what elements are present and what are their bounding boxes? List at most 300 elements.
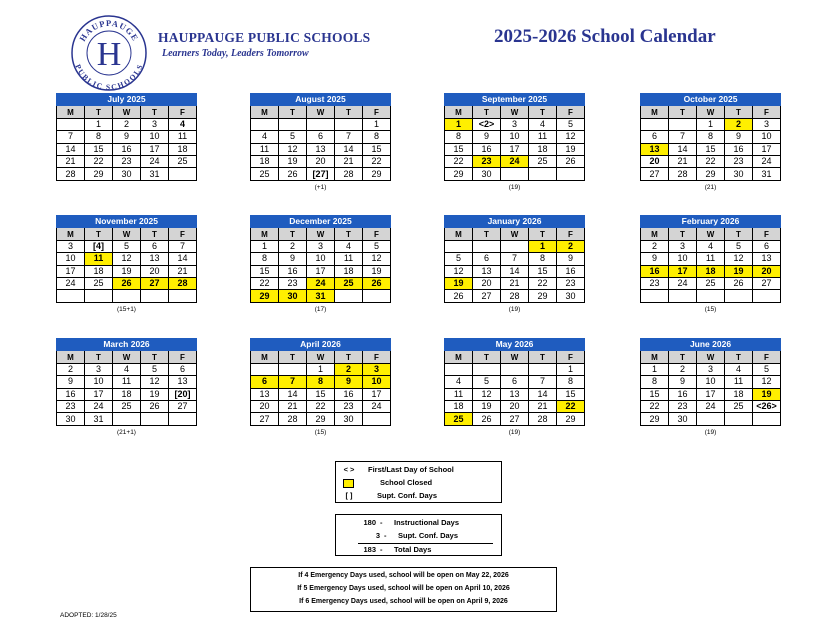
day-cell: [169, 413, 197, 425]
weekday-header: T: [725, 228, 753, 240]
day-cell: 20: [141, 265, 169, 277]
emergency-days-box: [250, 567, 557, 612]
day-cell: 12: [557, 131, 585, 143]
day-cell: 12: [725, 253, 753, 265]
weekday-header: W: [307, 228, 335, 240]
day-cell: 3: [85, 363, 113, 375]
emergency-line: If 6 Emergency Days used, school will be open on April 9, 2026: [299, 598, 508, 605]
day-cell: 16: [335, 388, 363, 400]
day-cell: 14: [529, 388, 557, 400]
day-cell: 2: [669, 363, 697, 375]
day-cell: [141, 290, 169, 302]
weekday-header: W: [113, 106, 141, 118]
month-name: December 2025: [251, 216, 391, 228]
weekday-header: M: [57, 228, 85, 240]
day-cell: 28: [57, 168, 85, 180]
day-cell: [641, 118, 669, 130]
month-october-2025: [640, 93, 781, 193]
month-august-2025: [250, 93, 391, 193]
day-cell: 19: [141, 388, 169, 400]
day-cell: 17: [141, 143, 169, 155]
day-cell: 9: [557, 253, 585, 265]
day-cell: 29: [307, 413, 335, 425]
day-cell: 27: [169, 400, 197, 412]
day-cell: 21: [335, 155, 363, 167]
day-cell: 9: [57, 376, 85, 388]
day-cell: [363, 290, 391, 302]
day-cell: 30: [669, 413, 697, 425]
day-cell: 4: [113, 363, 141, 375]
weekday-header: W: [697, 228, 725, 240]
day-cell: 30: [57, 413, 85, 425]
day-cell-closed: 11: [85, 253, 113, 265]
day-cell: [307, 118, 335, 130]
day-cell: [335, 290, 363, 302]
day-cell: [753, 290, 781, 302]
month-day-count: (+1): [314, 183, 327, 191]
day-cell: [501, 168, 529, 180]
day-cell: [725, 413, 753, 425]
closed-label: School Closed: [380, 478, 433, 487]
day-cell: 27: [641, 168, 669, 180]
day-cell: 16: [113, 143, 141, 155]
day-cell: 25: [169, 155, 197, 167]
day-cell-closed: 24: [307, 277, 335, 289]
day-cell-closed: 2: [335, 363, 363, 375]
day-cell: [445, 240, 473, 252]
day-cell: 5: [279, 131, 307, 143]
closed-swatch: [343, 479, 354, 488]
day-cell: 8: [641, 376, 669, 388]
day-cell: [279, 363, 307, 375]
day-cell: 24: [669, 277, 697, 289]
day-cell: 9: [725, 131, 753, 143]
day-cell: 21: [529, 400, 557, 412]
month-day-count: (21+1): [117, 428, 136, 436]
weekday-header: T: [279, 106, 307, 118]
day-cell: [113, 413, 141, 425]
day-cell: 25: [697, 277, 725, 289]
day-cell-closed: 1: [445, 118, 473, 130]
weekday-header: T: [669, 351, 697, 363]
month-day-count: (21): [704, 183, 717, 191]
total-num: 3: [375, 531, 380, 540]
day-cell: 15: [697, 143, 725, 155]
day-cell: 19: [557, 143, 585, 155]
day-cell: 8: [363, 131, 391, 143]
day-cell: 15: [85, 143, 113, 155]
weekday-header: W: [501, 106, 529, 118]
day-cell: 31: [141, 168, 169, 180]
day-cell: [85, 290, 113, 302]
day-cell: 22: [641, 400, 669, 412]
day-cell: 3: [57, 240, 85, 252]
day-cell: 1: [251, 240, 279, 252]
month-day-count: (17): [314, 305, 327, 313]
day-cell: 2: [113, 118, 141, 130]
day-cell: 10: [307, 253, 335, 265]
day-cell: 17: [363, 388, 391, 400]
day-cell: 8: [85, 131, 113, 143]
day-cell: 10: [697, 376, 725, 388]
seal-ring-bottom-text: PUBLIC SCHOOLS: [73, 62, 145, 92]
day-cell: 15: [251, 265, 279, 277]
day-cell: [113, 290, 141, 302]
day-cell: 5: [141, 363, 169, 375]
month-july-2025: [56, 93, 197, 193]
day-cell: 9: [473, 131, 501, 143]
day-cell: 15: [641, 388, 669, 400]
day-cell: 28: [279, 413, 307, 425]
supt-symbol: [ ]: [345, 491, 353, 500]
weekday-header: M: [445, 351, 473, 363]
day-cell: [169, 168, 197, 180]
day-cell: 4: [445, 376, 473, 388]
day-cell: 13: [501, 388, 529, 400]
day-cell: 8: [445, 131, 473, 143]
day-cell: 17: [501, 143, 529, 155]
day-cell: 11: [445, 388, 473, 400]
day-cell: 27: [251, 413, 279, 425]
weekday-header: T: [85, 228, 113, 240]
day-cell: 26: [473, 413, 501, 425]
month-day-count: (19): [508, 183, 521, 191]
day-cell-closed: 18: [697, 265, 725, 277]
day-cell: 17: [85, 388, 113, 400]
day-cell: 27: [753, 277, 781, 289]
day-cell-closed: 17: [669, 265, 697, 277]
day-cell: 25: [85, 277, 113, 289]
first-last-label: First/Last Day of School: [368, 465, 454, 474]
day-cell: 11: [169, 131, 197, 143]
day-cell: 6: [169, 363, 197, 375]
day-cell: 3: [141, 118, 169, 130]
day-cell: 8: [529, 253, 557, 265]
day-cell-closed: 20: [753, 265, 781, 277]
weekday-header: T: [141, 351, 169, 363]
weekday-header: W: [307, 351, 335, 363]
month-day-count: (19): [508, 428, 521, 436]
day-cell: 4: [725, 363, 753, 375]
day-cell: 4: [335, 240, 363, 252]
day-cell: 1: [307, 363, 335, 375]
emergency-line: If 5 Emergency Days used, school will be open on April 10, 2026: [297, 585, 510, 592]
day-cell: [529, 168, 557, 180]
day-cell: 5: [557, 118, 585, 130]
month-day-count: (15): [314, 428, 327, 436]
weekday-header: T: [141, 228, 169, 240]
weekday-header: M: [445, 106, 473, 118]
day-cell: 16: [57, 388, 85, 400]
weekday-header: F: [753, 106, 781, 118]
weekday-header: T: [669, 228, 697, 240]
total-label: Supt. Conf. Days: [398, 531, 459, 540]
day-cell: [27]: [307, 168, 335, 180]
day-cell: 28: [669, 168, 697, 180]
day-cell: 26: [279, 168, 307, 180]
day-cell-closed: 19: [753, 388, 781, 400]
day-cell: [251, 118, 279, 130]
day-cell: [641, 290, 669, 302]
day-cell: 29: [697, 168, 725, 180]
day-cell-closed: 26: [363, 277, 391, 289]
day-cell: [169, 290, 197, 302]
weekday-header: F: [169, 106, 197, 118]
day-cell: 29: [641, 413, 669, 425]
month-march-2026: [56, 338, 197, 438]
month-name: June 2026: [641, 339, 781, 351]
day-cell: 13: [753, 253, 781, 265]
day-cell: 23: [725, 155, 753, 167]
day-cell: 14: [279, 388, 307, 400]
day-cell: 18: [445, 400, 473, 412]
weekday-header: F: [753, 351, 781, 363]
month-name: November 2025: [57, 216, 197, 228]
weekday-header: M: [641, 228, 669, 240]
weekday-header: M: [251, 228, 279, 240]
day-cell: 9: [113, 131, 141, 143]
weekday-header: F: [169, 351, 197, 363]
month-february-2026: [640, 215, 781, 315]
weekday-header: T: [279, 351, 307, 363]
month-name: February 2026: [641, 216, 781, 228]
month-name: May 2026: [445, 339, 585, 351]
day-cell: [335, 118, 363, 130]
day-cell: [669, 118, 697, 130]
day-cell: 13: [307, 143, 335, 155]
day-cell: [669, 290, 697, 302]
day-cell: [529, 363, 557, 375]
day-cell-closed: 7: [279, 376, 307, 388]
day-cell: 4: [697, 240, 725, 252]
day-cell: [697, 290, 725, 302]
day-cell: 9: [279, 253, 307, 265]
day-cell: 18: [725, 388, 753, 400]
day-cell: 11: [725, 376, 753, 388]
day-cell: 29: [529, 290, 557, 302]
day-cell-closed: 26: [113, 277, 141, 289]
month-name: August 2025: [251, 94, 391, 106]
total-row: 180 - Instructional Days: [336, 518, 501, 530]
day-cell: 18: [85, 265, 113, 277]
weekday-header: T: [473, 228, 501, 240]
day-cell: 1: [363, 118, 391, 130]
day-cell-closed: 29: [251, 290, 279, 302]
day-cell: 1: [641, 363, 669, 375]
day-cell: 10: [501, 131, 529, 143]
day-cell: <2>: [473, 118, 501, 130]
day-cell: <26>: [753, 400, 781, 412]
day-cell: 21: [169, 265, 197, 277]
day-cell: 31: [85, 413, 113, 425]
day-cell: 25: [113, 400, 141, 412]
day-cell: 23: [279, 277, 307, 289]
day-cell: 31: [753, 168, 781, 180]
total-num: 180: [363, 518, 376, 527]
day-cell: 19: [473, 400, 501, 412]
day-cell: [4]: [85, 240, 113, 252]
day-cell: [57, 118, 85, 130]
day-cell: 7: [57, 131, 85, 143]
day-cell: 11: [529, 131, 557, 143]
day-cell: 18: [529, 143, 557, 155]
day-cell: 6: [473, 253, 501, 265]
day-cell: 30: [725, 168, 753, 180]
day-cell: 19: [363, 265, 391, 277]
weekday-header: M: [641, 106, 669, 118]
day-cell-closed: 30: [279, 290, 307, 302]
day-cell: 7: [529, 376, 557, 388]
day-cell-closed: 28: [169, 277, 197, 289]
day-cell: 22: [307, 400, 335, 412]
weekday-header: M: [251, 351, 279, 363]
day-cell: 18: [169, 143, 197, 155]
day-cell: [473, 363, 501, 375]
weekday-header: F: [557, 228, 585, 240]
day-cell: 10: [57, 253, 85, 265]
day-cell: 26: [445, 290, 473, 302]
day-cell: 2: [641, 240, 669, 252]
seal-ring-top-text: HAUPPAUGE: [77, 17, 141, 44]
month-day-count: (15): [704, 305, 717, 313]
supt-label: Supt. Conf. Days: [377, 491, 438, 500]
day-cell: 14: [669, 143, 697, 155]
district-seal-logo: [70, 14, 148, 92]
day-cell: 1: [697, 118, 725, 130]
month-day-count: (19): [508, 305, 521, 313]
weekday-header: W: [501, 228, 529, 240]
day-cell: 17: [57, 265, 85, 277]
day-cell: 21: [501, 277, 529, 289]
month-december-2025: [250, 215, 391, 315]
day-cell: 24: [57, 277, 85, 289]
day-cell: 24: [697, 400, 725, 412]
weekday-header: M: [251, 106, 279, 118]
day-cell-closed: 25: [445, 413, 473, 425]
day-cell: 6: [307, 131, 335, 143]
day-cell: 22: [85, 155, 113, 167]
totals-rule: [358, 543, 493, 544]
day-cell: 17: [697, 388, 725, 400]
day-cell-closed: 10: [363, 376, 391, 388]
day-cell: 14: [501, 265, 529, 277]
day-cell: 24: [363, 400, 391, 412]
day-cell: 26: [725, 277, 753, 289]
weekday-header: F: [363, 106, 391, 118]
day-cell: [251, 363, 279, 375]
month-april-2026: [250, 338, 391, 438]
day-cell-closed: 22: [557, 400, 585, 412]
weekday-header: F: [753, 228, 781, 240]
weekday-header: W: [113, 228, 141, 240]
month-day-count: (19): [704, 428, 717, 436]
day-cell: 30: [113, 168, 141, 180]
day-cell: 30: [335, 413, 363, 425]
day-cell: 26: [141, 400, 169, 412]
month-june-2026: [640, 338, 781, 438]
total-label: Total Days: [394, 545, 432, 554]
day-cell: 3: [501, 118, 529, 130]
month-november-2025: [56, 215, 197, 315]
day-cell: 30: [473, 168, 501, 180]
day-cell-closed: 24: [501, 155, 529, 167]
weekday-header: W: [697, 106, 725, 118]
day-cell: 10: [141, 131, 169, 143]
month-may-2026: [444, 338, 585, 438]
day-cell: 23: [113, 155, 141, 167]
day-cell: 25: [251, 168, 279, 180]
total-row: 183 - Total Days: [336, 545, 501, 557]
day-cell: 9: [669, 376, 697, 388]
emergency-line: If 4 Emergency Days used, school will be open on May 22, 2026: [298, 572, 509, 579]
weekday-header: T: [529, 228, 557, 240]
day-cell: 8: [557, 376, 585, 388]
day-cell: 29: [445, 168, 473, 180]
day-cell: 10: [669, 253, 697, 265]
day-cell: 3: [753, 118, 781, 130]
day-cell: [473, 240, 501, 252]
month-january-2026: [444, 215, 585, 315]
weekday-header: T: [669, 106, 697, 118]
day-cell: 15: [445, 143, 473, 155]
day-cell: 22: [251, 277, 279, 289]
month-day-count: [56, 184, 197, 193]
day-cell: 4: [529, 118, 557, 130]
weekday-header: T: [725, 351, 753, 363]
weekday-header: T: [529, 351, 557, 363]
day-cell: 10: [753, 131, 781, 143]
month-september-2025: [444, 93, 585, 193]
day-cell: 15: [529, 265, 557, 277]
day-cell: 6: [501, 376, 529, 388]
day-cell: 24: [85, 400, 113, 412]
day-cell: 13: [251, 388, 279, 400]
day-cell: 20: [251, 400, 279, 412]
day-cell: 12: [753, 376, 781, 388]
day-cell: [363, 413, 391, 425]
month-name: April 2026: [251, 339, 391, 351]
weekday-header: T: [85, 351, 113, 363]
day-cell: 6: [641, 131, 669, 143]
day-cell: 5: [473, 376, 501, 388]
day-cell: 20: [641, 155, 669, 167]
weekday-header: W: [307, 106, 335, 118]
day-cell: 6: [141, 240, 169, 252]
day-cell: 10: [85, 376, 113, 388]
month-name: September 2025: [445, 94, 585, 106]
day-cell: [697, 413, 725, 425]
day-cell: 12: [473, 388, 501, 400]
day-cell: 11: [251, 143, 279, 155]
weekday-header: F: [557, 106, 585, 118]
weekday-header: F: [363, 228, 391, 240]
weekday-header: T: [335, 228, 363, 240]
total-label: Instructional Days: [394, 518, 460, 527]
day-cell: 13: [473, 265, 501, 277]
weekday-header: T: [473, 351, 501, 363]
day-cell: 12: [445, 265, 473, 277]
weekday-header: M: [57, 351, 85, 363]
day-cell: 20: [501, 400, 529, 412]
day-cell: 18: [335, 265, 363, 277]
day-cell: 18: [113, 388, 141, 400]
day-cell: 24: [141, 155, 169, 167]
day-cell: 26: [557, 155, 585, 167]
weekday-header: F: [169, 228, 197, 240]
day-cell: 23: [669, 400, 697, 412]
weekday-header: W: [501, 351, 529, 363]
day-cell: 29: [363, 168, 391, 180]
